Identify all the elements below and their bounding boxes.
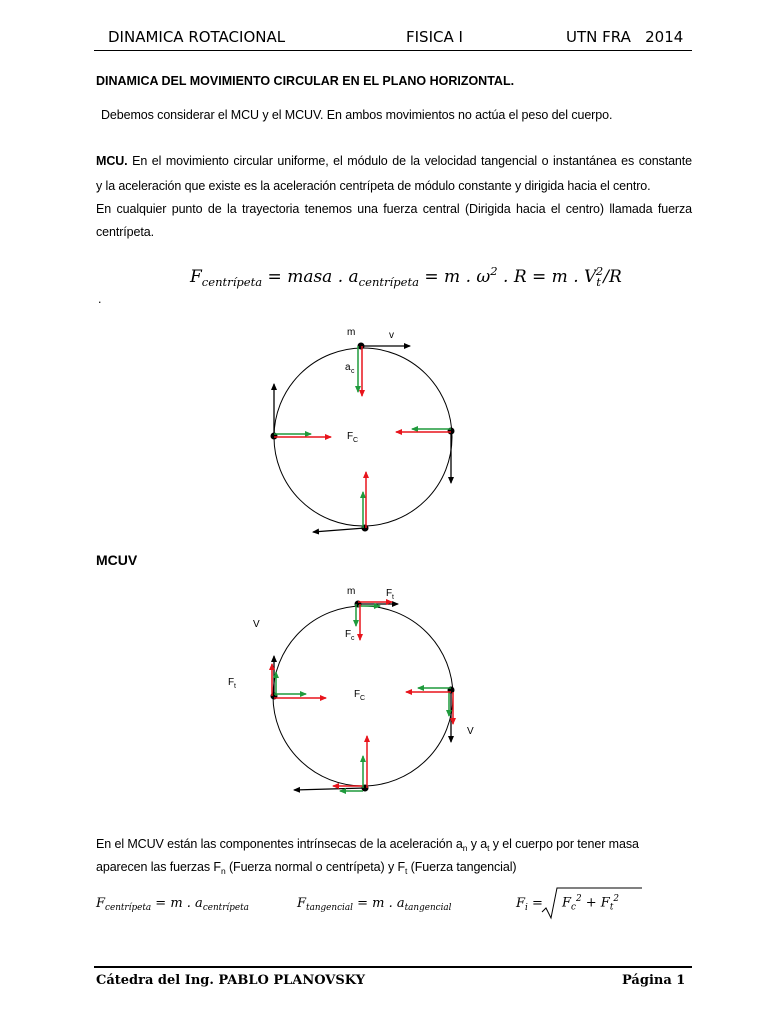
mcuv-label-v-left: V <box>253 619 260 630</box>
section-title: DINAMICA DEL MOVIMIENTO CIRCULAR EN EL PLANO HORIZONTAL. <box>96 74 515 88</box>
formula-centripetal: $F_{centrípeta} = m$ . $a_{centrípeta}$ <box>96 896 249 914</box>
footer-left: Cátedra del Ing. PABLO PLANOVSKY <box>96 973 366 988</box>
mcu-diagram <box>271 327 455 532</box>
mcuv-diagram <box>228 586 474 792</box>
mcuv-line-2: aparecen las fuerzas $F_n$ (Fuerza normal o centrípeta) y $F_t$ (Fuerza tangencial) <box>96 860 517 876</box>
mcu-label-m: m <box>347 327 356 338</box>
mcu-line-2: y la aceleración que existe es la aceleración centrípeta de módulo constante y dirigida hacia el centro. <box>96 179 651 193</box>
mcuv-label-fc-sub: c <box>351 635 355 642</box>
intro-text: Debemos considerar el MCU y el MCUV. En ambos movimientos no actúa el peso del cuerpo. <box>101 108 613 122</box>
footer-rule <box>94 966 692 968</box>
mcuv-label-v-right: V <box>467 726 474 737</box>
header-center: FISICA I <box>406 28 463 46</box>
mcuv-label-Ft-left: F <box>228 677 235 688</box>
formula-tangential: $F_{tangencial} = m$ . $a_{tangencial}$ <box>297 896 452 914</box>
mcuv-heading: MCUV <box>96 552 138 568</box>
mcuv-line-1: En el MCUV están las componentes intrínsecas de la aceleración $a_n$ y $a_t$ y el cuerpo por tener masa <box>96 837 639 853</box>
formula-resultant-radicand: $F_c^2 + F_t^2$ <box>562 894 619 913</box>
mcuv-label-fc: F <box>345 629 352 640</box>
mcu-label-a-sub: c <box>351 368 355 375</box>
mcu-label-v: v <box>389 330 394 341</box>
mcuv-label-Ft-top-sub: t <box>392 594 394 601</box>
header-left: DINAMICA ROTACIONAL <box>108 28 286 46</box>
mcu-label-F: F <box>347 431 354 442</box>
mcu-line-3: En cualquier punto de la trayectoria tenemos una fuerza central (Dirigida hacia el centro) llamada fuerza <box>96 202 692 216</box>
mcu-label-a: a <box>345 362 351 373</box>
mcuv-label-m: m <box>347 586 356 597</box>
formula-resultant: $F_i$ = <box>516 896 543 914</box>
mcu-velocity-bottom <box>313 528 365 532</box>
mcuv-velocity-bottom <box>294 788 365 790</box>
mcu-label-F-sub: C <box>353 437 359 444</box>
stray-dot: . <box>98 292 102 306</box>
mcuv-label-Ft-left-sub: t <box>234 683 236 690</box>
mcuv-label-FC-sub: C <box>360 695 366 702</box>
mcu-line-1-text: En el movimiento circular uniforme, el módulo de la velocidad tangencial o instantánea es constante <box>132 154 693 168</box>
mcuv-label-FC: F <box>354 689 361 700</box>
header-right: UTN FRA 2014 <box>566 28 684 46</box>
footer-page-number: Página 1 <box>622 973 686 988</box>
mcuv-label-Ft-top: F <box>386 588 393 599</box>
mcu-label: MCU. <box>96 154 128 168</box>
mcu-line-4: centrípeta. <box>96 225 154 239</box>
formula-centripetal-force: $F_{centrípeta}$ = masa . $a_{centrípeta} = m$ . $\omega^2$ . R = m . $V_t^2/R$ <box>190 264 622 289</box>
